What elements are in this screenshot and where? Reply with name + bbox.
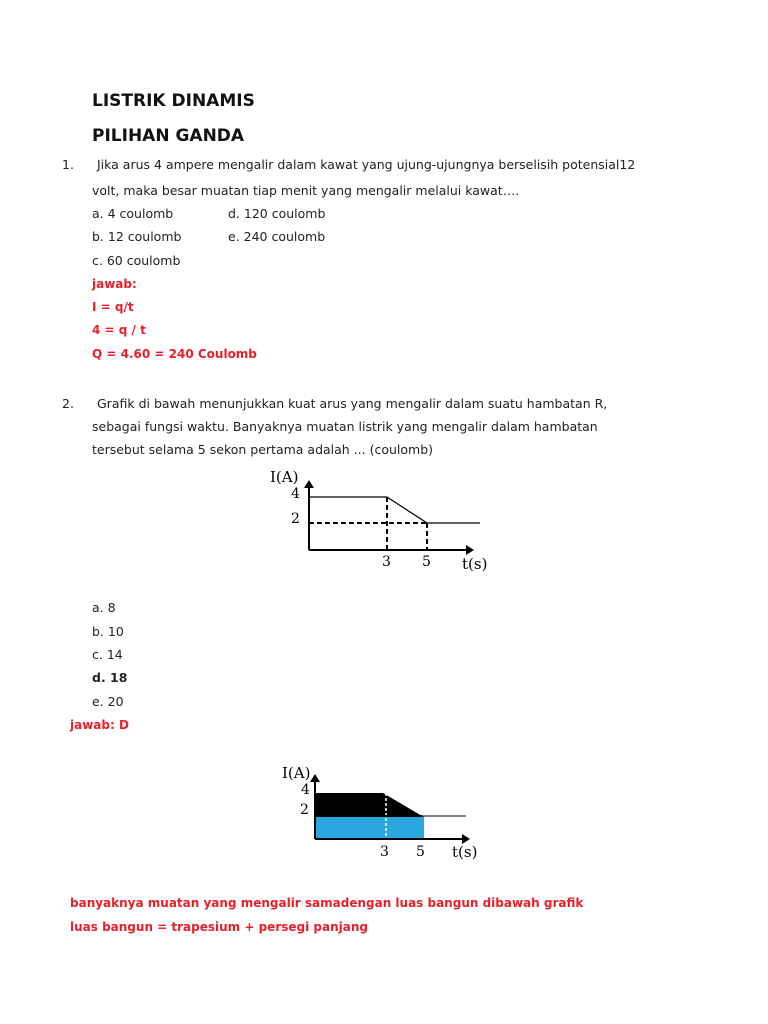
- graph-line: [309, 497, 480, 523]
- y-tick-label: 4: [291, 486, 300, 502]
- question-number: 1.: [62, 157, 74, 172]
- x-axis-label: t(s): [462, 555, 488, 573]
- question-text: Jika arus 4 ampere mengalir dalam kawat yang ujung-ujungnya berselisih potensial12: [97, 157, 636, 172]
- explanation-text: luas bangun = trapesium + persegi panjang: [70, 920, 368, 934]
- shaded-area-graph: [270, 758, 490, 868]
- y-axis-arrow: [304, 480, 314, 488]
- page-title: LISTRIK DINAMIS: [92, 91, 255, 111]
- explanation-text: banyaknya muatan yang mengalir samadengan luas bangun dibawah grafik: [70, 896, 584, 910]
- option-a: a. 8: [92, 600, 116, 615]
- option-b: b. 10: [92, 624, 124, 639]
- section-title: PILIHAN GANDA: [92, 126, 245, 146]
- option-e: e. 20: [92, 694, 124, 709]
- option-b: b. 12 coulomb: [92, 229, 182, 244]
- y-tick-label: 4: [301, 782, 310, 798]
- x-tick-label: 3: [380, 844, 389, 860]
- y-axis-label: I(A): [282, 764, 311, 782]
- y-axis-label: I(A): [270, 468, 299, 486]
- question-number: 2.: [62, 396, 74, 411]
- option-a: a. 4 coulomb: [92, 206, 174, 221]
- y-tick-label: 2: [291, 511, 300, 527]
- question-text: volt, maka besar muatan tiap menit yang mengalir melalui kawat….: [92, 183, 520, 198]
- answer-step: 4 = q / t: [92, 323, 146, 337]
- option-c: c. 60 coulomb: [92, 253, 181, 268]
- x-tick-label: 3: [382, 554, 391, 570]
- answer-step: Q = 4.60 = 240 Coulomb: [92, 347, 257, 361]
- x-tick-label: 5: [422, 554, 431, 570]
- x-axis-label: t(s): [452, 843, 478, 861]
- question-text: tersebut selama 5 sekon pertama adalah ... (coulomb): [92, 442, 434, 457]
- trapezium-area: [315, 793, 422, 816]
- question-text: Grafik di bawah menunjukkan kuat arus yang mengalir dalam suatu hambatan R,: [97, 396, 608, 411]
- answer-label: jawab: D: [70, 718, 129, 732]
- current-time-graph: [260, 462, 500, 577]
- answer-label: jawab:: [92, 277, 137, 291]
- option-d-correct: d. 18: [92, 670, 128, 685]
- x-tick-label: 5: [416, 844, 425, 860]
- y-tick-label: 2: [300, 802, 309, 818]
- option-c: c. 14: [92, 647, 123, 662]
- option-e: e. 240 coulomb: [228, 229, 326, 244]
- question-text: sebagai fungsi waktu. Banyaknya muatan listrik yang mengalir dalam hambatan: [92, 419, 598, 434]
- x-axis-arrow: [466, 545, 474, 555]
- rectangle-area: [315, 816, 424, 839]
- answer-step: I = q/t: [92, 300, 134, 314]
- y-axis-arrow: [310, 774, 320, 782]
- option-d: d. 120 coulomb: [228, 206, 326, 221]
